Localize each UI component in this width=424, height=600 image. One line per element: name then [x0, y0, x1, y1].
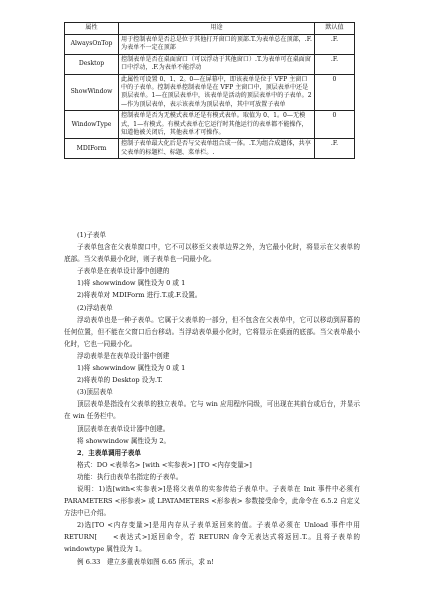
- property-default: .F.: [315, 54, 355, 74]
- section-heading-main-form-call: 2．主表单调用子表单: [77, 448, 141, 457]
- header-default: 默认值: [315, 23, 355, 35]
- header-purpose: 用途: [119, 23, 315, 35]
- property-name: MDIForm: [65, 139, 119, 159]
- property-name: Desktop: [65, 54, 119, 74]
- section-heading-child-form: (1)子表单: [77, 231, 107, 239]
- table-row: [65, 54, 355, 74]
- table-row: [65, 139, 355, 159]
- property-default: 0: [315, 74, 355, 111]
- table-row: [65, 74, 355, 111]
- paragraph: 将 showwindow 属性设为 2。: [77, 436, 171, 445]
- header-property: 属性: [65, 23, 119, 35]
- paragraph: 2)选[TO <内存变量>]是用内存从子表单返回来的值。子表单必须在 Unload 事件中用 RETURN[ <表达式>]返回命令，若 RETURN 命令无表达式将返回.T.。且将子表单的 windowtype 属性设为 1。: [64, 521, 360, 554]
- section-heading-floating-form: (2)浮动表单: [77, 303, 113, 312]
- paragraph: 子表单是在表单设计器中创建的: [77, 267, 170, 276]
- paragraph: 顶层表单在表单设计器中创建。: [77, 424, 170, 433]
- property-name: ShowWindow: [65, 74, 119, 111]
- form-properties-table: [64, 22, 355, 159]
- table-row: [65, 111, 355, 139]
- property-name: WindowType: [65, 111, 119, 139]
- example-caption: 例 6.33 建立多重表单如图 6.65 所示，求 n!: [77, 557, 214, 566]
- table-row: [65, 35, 355, 55]
- property-description: 用于控制表单是否总是位于其他打开窗口的顶部.T.为表单总在顶部，.F.为表单不一定在顶部: [119, 35, 315, 55]
- property-description: 此属性可设置 0、1、2。0—在屏幕中，即该表单是位于 VFP 主窗口中的子表单。控制表单控制表单是在 VFP 主窗口中，顶层表单中还是顶层表单。1—在顶层表单中，该表单是活动的顶层表单中的子表单。2—作为顶层表单，表示该表单为顶层表单，其中可放置子表单: [119, 74, 315, 111]
- list-item: 2)将表单对 MDIForm 进行.T.或.F.设置。: [77, 291, 202, 300]
- property-default: 0: [315, 111, 355, 139]
- paragraph: 说明：1)选[with<实参表>]是将父表单的实参传给子表单中。子表单在 Init 事件中必须有 PARAMETERS <形参表> 或 LPATAMETERS <形参表> 参数接受命令，此命令在 6.5.2 自定义方法中已介绍。: [64, 484, 360, 518]
- section-heading-top-level-form: (3)顶层表单: [77, 388, 113, 397]
- paragraph: 浮动表单也是一种子表单。它属于父表单的一部分，但不包含在父表单中，它可以移动到屏幕的任何位置，但不能在父窗口后台移动。当浮动表单最小化时，它将显示在桌面的底部。当父表单最小化时，它也一同最小化。: [64, 315, 360, 348]
- property-description: 控制表单是否为无模式表单还是有模式表单。取值为 0、1。0—无模式，1—有模式。有模式表单在它运行时其他运行的表单都不能操作，知道他被关闭后，其他表单才可操作。: [119, 111, 315, 139]
- property-description: 控制子表单最大化后是否与父表单组合成一体。.T.为组合成遗体，共享父表单的标题栏、标题、菜单栏。.: [119, 139, 315, 159]
- table-header-row: [65, 23, 355, 35]
- property-name: AlwaysOnTop: [65, 35, 119, 55]
- property-description: 控制表单是否在桌面窗口（可以浮动于其他窗口）.T.为表单可在桌面窗口中浮动，.F.为表单不能浮动: [119, 54, 315, 74]
- paragraph: 顶层表单是指没有父表单的独立表单。它与 win 应用程序同级，可出现在其前台或后台，并显示在 win 任务栏中。: [64, 400, 360, 421]
- list-item: 2)将表单的 Desktop 设为.T.: [77, 376, 163, 385]
- syntax-function: 功能：执行由表单名指定的子表单。: [77, 472, 183, 481]
- body-text: [64, 229, 360, 568]
- property-default: .F.: [315, 139, 355, 159]
- paragraph: 子表单包含在父表单窗口中，它不可以移至父表单边界之外，为它最小化时，将显示在父表单的底部。当父表单最小化时，则子表单也一同最小化。: [64, 243, 360, 264]
- paragraph: 浮动表单是在表单设计器中创建: [77, 351, 170, 360]
- property-default: .F.: [315, 35, 355, 55]
- syntax-format: 格式：DO <表单名> [with <实参表>] [TO <内存变量>]: [77, 460, 252, 469]
- list-item: 1)将 showwindow 属性设为 0 或 1: [77, 279, 186, 288]
- list-item: 1)将 showwindow 属性设为 0 或 1: [77, 364, 186, 373]
